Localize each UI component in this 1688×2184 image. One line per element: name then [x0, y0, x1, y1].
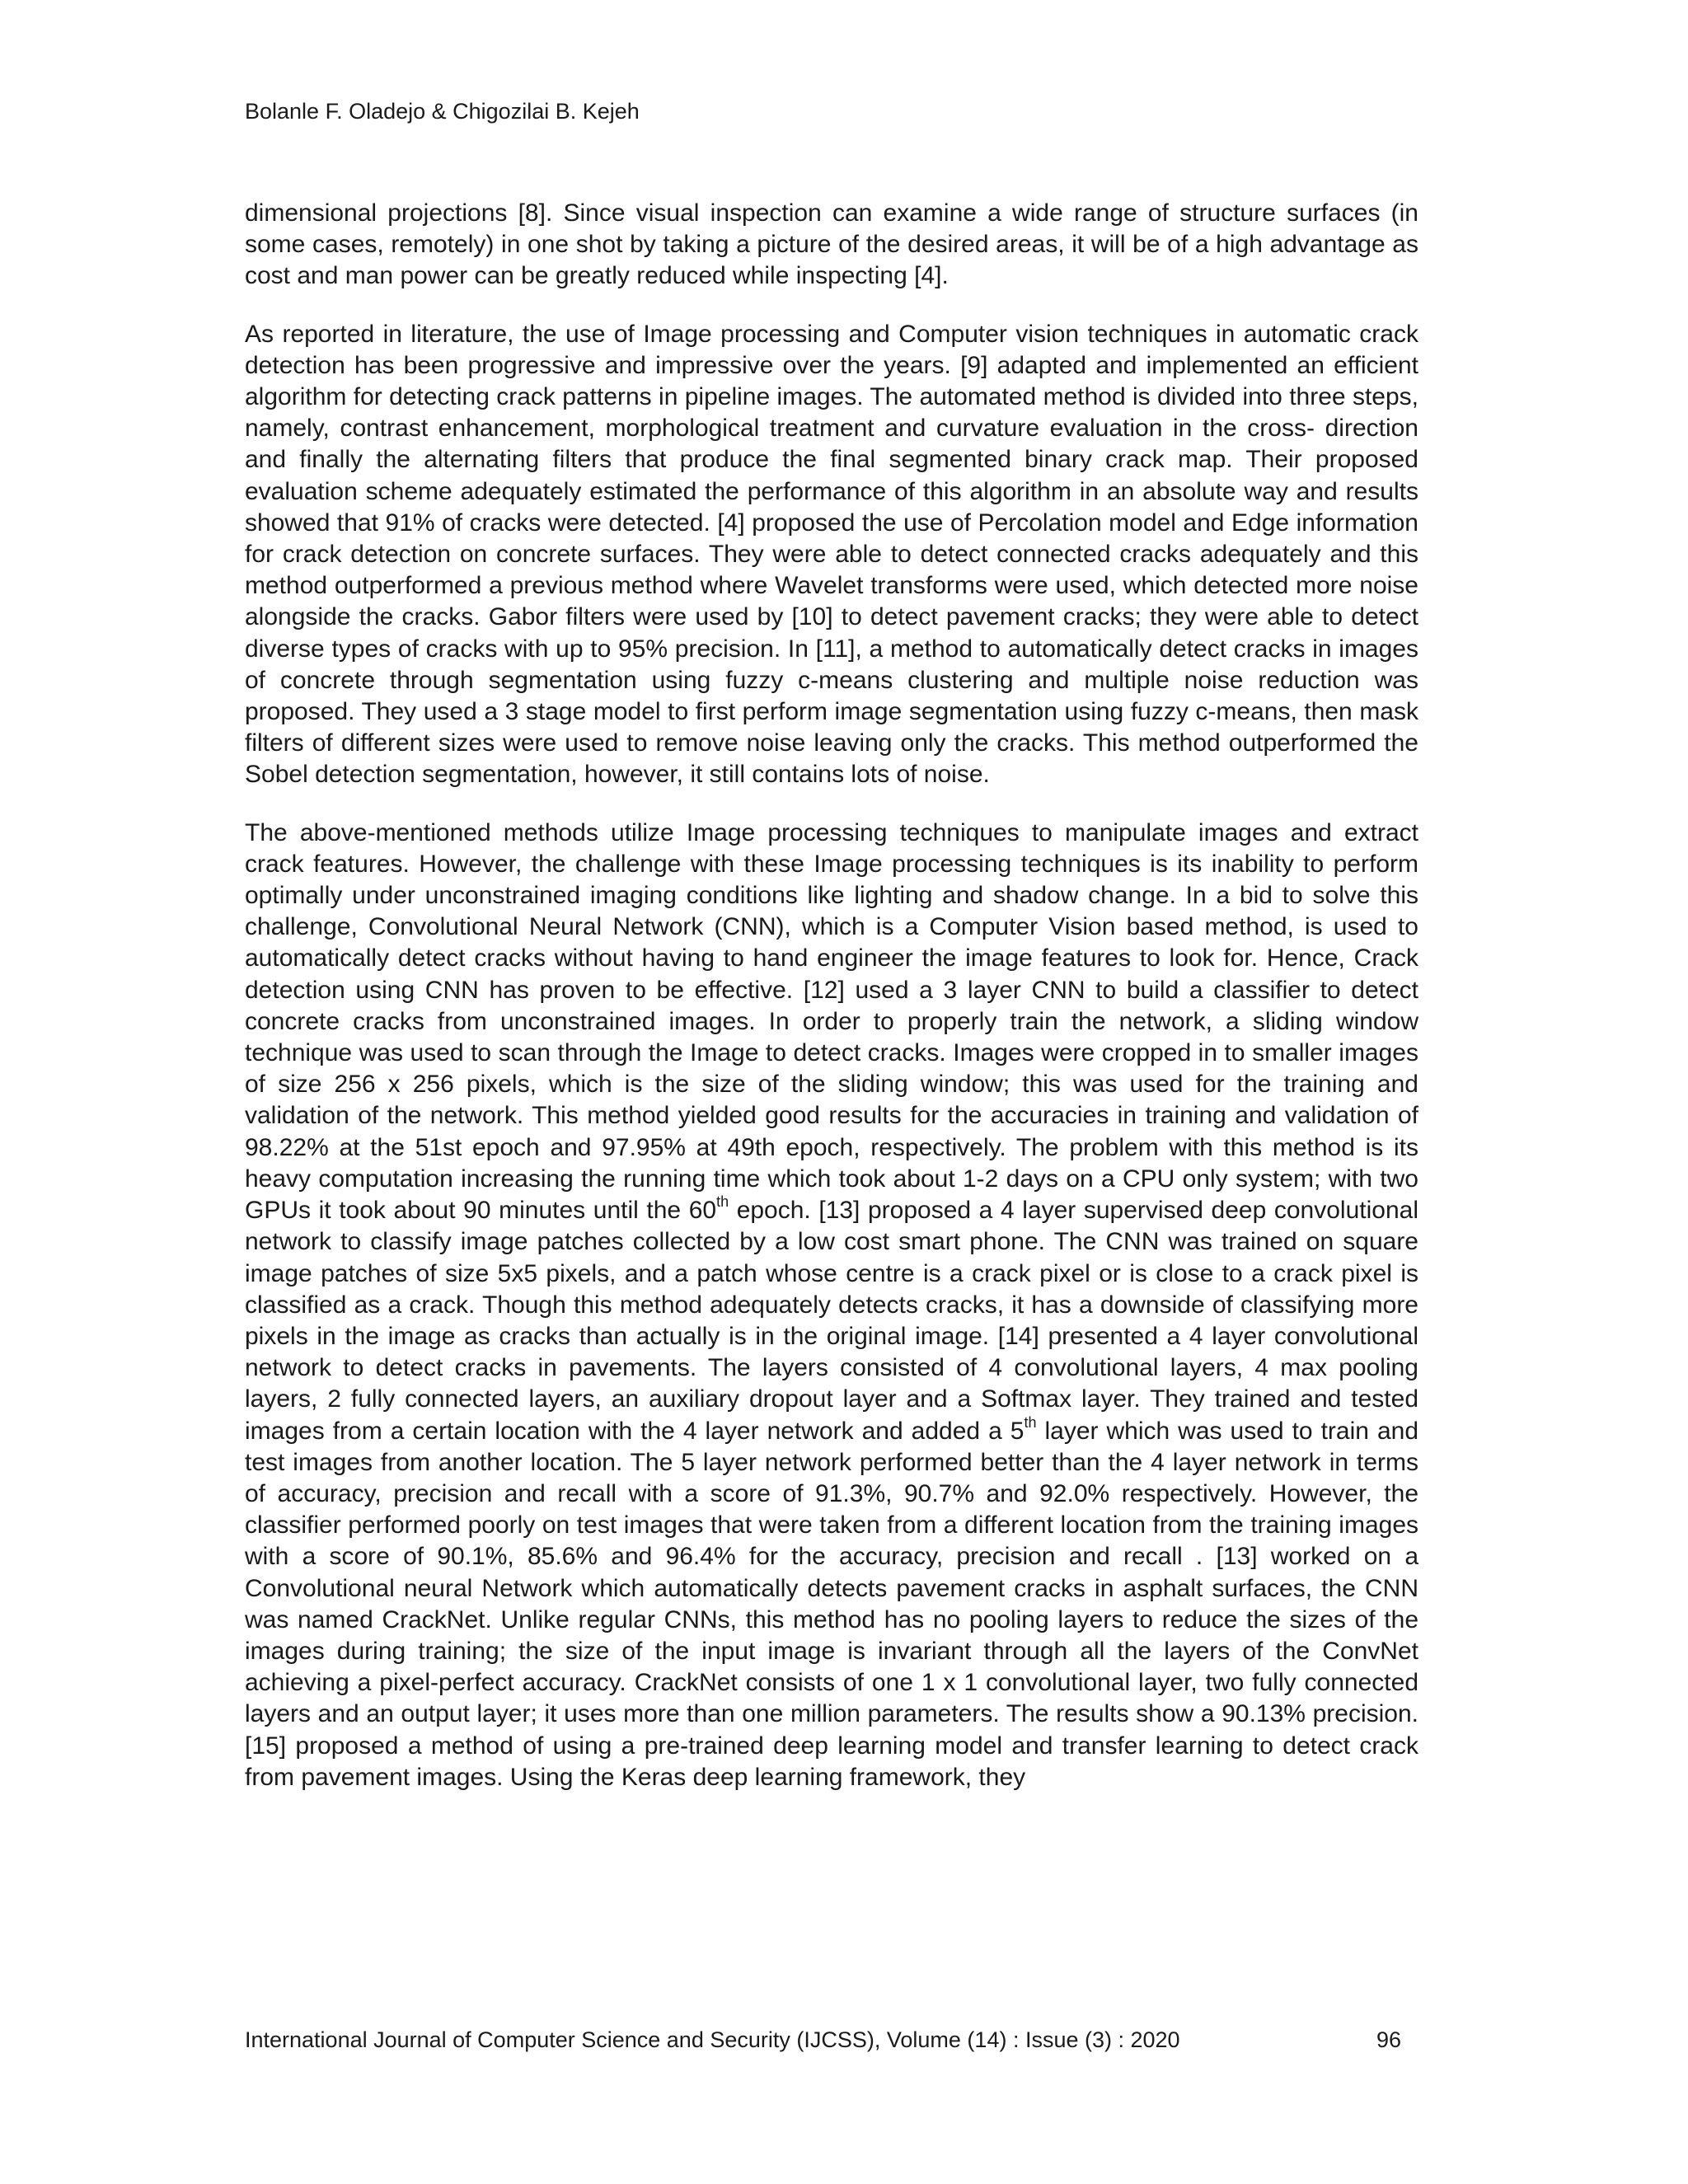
footer-journal: International Journal of Computer Science and Security (IJCSS), Volume (14) : Issue (3) : 2020	[245, 2027, 1180, 2052]
paragraph-1: dimensional projections [8]. Since visual inspection can examine a wide range of structure surfaces (in some cases, remotely) in one shot by taking a picture of the desired areas, it will be of a high advantage as cost and man power can be greatly reduced while inspecting [4].	[245, 199, 1418, 290]
paragraph-2: As reported in literature, the use of Image processing and Computer vision techniques in automatic crack detection has been progressive and impressive over the years. [9] adapted and implemented an efficient algorithm for detecting crack patterns in pipeline images. The automated method is divided into three steps, namely, contrast enhancement, morphological treatment and curvature evaluation in the cross- direction and finally the alternating filters that produce the final segmented binary crack map. Their proposed evaluation scheme adequately estimated the performance of this algorithm in an absolute way and results showed that 91% of cracks were detected. [4] proposed the use of Percolation model and Edge information for crack detection on concrete surfaces. They were able to detect connected cracks adequately and this method outperformed a previous method where Wavelet transforms were used, which detected more noise alongside the cracks. Gabor filters were used by [10] to detect pavement cracks; they were able to detect diverse types of cracks with up to 95% precision. In [11], a method to automatically detect cracks in images of concrete through segmentation using fuzzy c-means clustering and multiple noise reduction was proposed. They used a 3 stage model to first perform image segmentation using fuzzy c-means, then mask filters of different sizes were used to remove noise leaving only the cracks. This method outperformed the Sobel detection segmentation, however, it still contains lots of noise.	[245, 320, 1418, 789]
running-header	[245, 97, 640, 125]
header-authors: Bolanle F. Oladejo & Chigozilai B. Kejeh	[245, 99, 640, 124]
paragraph-3-part-3: layer which was used to train and test images from another location. The 5 layer network performed better than the 4 layer network in terms of accuracy, precision and recall with a score of 91.3%, 90.7% and 92.0% respectively. However, the classifier performed poorly on test images that were taken from a different location from the training images with a score of 90.1%, 85.6% and 96.4% for the accuracy, precision and recall . [13] worked on a Convolutional neural Network which automatically detects pavement cracks in asphalt surfaces, the CNN was named CrackNet. Unlike regular CNNs, this method has no pooling layers to reduce the sizes of the images during training; the size of the input image is invariant through all the layers of the ConvNet achieving a pixel-perfect accuracy. CrackNet consists of one 1 x 1 convolutional layer, two fully connected layers and an output layer; it uses more than one million parameters. The results show a 90.13% precision. [15] proposed a method of using a pre-trained deep learning model and transfer learning to detect crack from pavement images. Using the Keras deep learning framework, they	[245, 1417, 1418, 1791]
paragraph-3-part-2: epoch. [13] proposed a 4 layer supervised deep convolutional network to classify image patches collected by a low cost smart phone. The CNN was trained on square image patches of size 5x5 pixels, and a patch whose centre is a crack pixel or is close to a crack pixel is classified as a crack. Though this method adequately detects cracks, it has a downside of classifying more pixels in the image as cracks than actually is in the original image. [14] presented a 4 layer convolutional network to detect cracks in pavements. The layers consisted of 4 convolutional layers, 4 max pooling layers, 2 fully connected layers, an auxiliary dropout layer and a Softmax layer. They trained and tested images from a certain location with the 4 layer network and added a 5	[245, 1197, 1418, 1445]
paragraph-3-part-1: The above-mentioned methods utilize Image processing techniques to manipulate images and extract crack features. However, the challenge with these Image processing techniques is its inability to perform optimally under unconstrained imaging conditions like lighting and shadow change. In a bid to solve this challenge, Convolutional Neural Network (CNN), which is a Computer Vision based method, is used to automatically detect cracks without having to hand engineer the image features to look for. Hence, Crack detection using CNN has proven to be effective. [12] used a 3 layer CNN to build a classifier to detect concrete cracks from unconstrained images. In order to properly train the network, a sliding window technique was used to scan through the Image to detect cracks. Images were cropped in to smaller images of size 256 x 256 pixels, which is the size of the sliding window; this was used for the training and validation of the network. This method yielded good results for the accuracies in training and validation of 98.22% at the 51st epoch and 97.95% at 49th epoch, respectively. The problem with this method is its heavy computation increasing the running time which took about 1-2 days on a CPU only system; with two GPUs it took about 90 minutes until the 60	[245, 818, 1418, 1225]
body-text	[245, 198, 1418, 1820]
paragraph-3	[245, 818, 1418, 1793]
superscript-th-1: th	[716, 1193, 729, 1211]
page-footer	[245, 2026, 1418, 2054]
superscript-th-2: th	[1024, 1413, 1037, 1431]
page-number: 96	[1376, 2027, 1402, 2052]
